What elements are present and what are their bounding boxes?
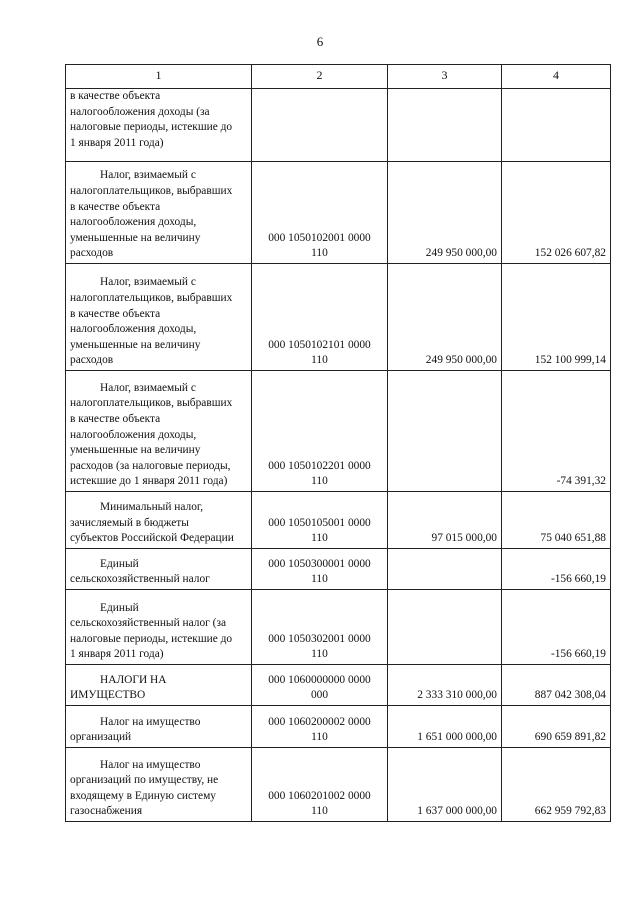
description-line-text: Единый <box>100 557 139 570</box>
code-line: 000 1050102101 0000 <box>268 338 371 351</box>
row-executed-amount: -74 391,32 <box>502 371 611 492</box>
row-approved-amount: 1 637 000 000,00 <box>388 748 502 822</box>
description-line: расходов <box>70 354 114 367</box>
row-description <box>66 549 252 590</box>
description-line: организаций <box>70 731 132 744</box>
description-line: расходов <box>70 247 114 260</box>
table-row <box>66 549 611 590</box>
code-line: 000 1050102001 0000 <box>268 231 371 244</box>
code-line: 110 <box>311 532 328 545</box>
column-header-4: 4 <box>502 65 611 89</box>
row-budget-code <box>252 706 388 748</box>
code-line: 000 1060200002 0000 <box>268 715 371 728</box>
row-description <box>66 89 252 162</box>
row-budget-code <box>252 264 388 371</box>
row-executed-amount: 887 042 308,04 <box>502 665 611 706</box>
description-line-text: Налог, взимаемый с <box>100 169 196 182</box>
description-line <box>70 758 247 774</box>
description-line: газоснабжения <box>70 805 143 818</box>
row-approved-amount: 249 950 000,00 <box>388 264 502 371</box>
description-line: уменьшенные на величину <box>70 444 201 457</box>
description-line: налоговые периоды, истекшие до <box>70 121 233 134</box>
row-approved-amount: 2 333 310 000,00 <box>388 665 502 706</box>
row-approved-amount: 249 950 000,00 <box>388 162 502 264</box>
row-budget-code <box>252 665 388 706</box>
row-description <box>66 492 252 549</box>
description-line: ИМУЩЕСТВО <box>70 689 146 702</box>
code-line: 000 1060201002 0000 <box>268 789 371 802</box>
description-line-text: НАЛОГИ НА <box>100 673 167 686</box>
description-line <box>70 673 247 689</box>
table-row <box>66 706 611 748</box>
row-description <box>66 590 252 665</box>
code-line: 000 1050105001 0000 <box>268 516 371 529</box>
description-line: субъектов Российской Федерации <box>70 532 234 545</box>
description-line: сельскохозяйственный налог <box>70 573 210 586</box>
row-executed-amount: 690 659 891,82 <box>502 706 611 748</box>
description-line: 1 января 2011 года) <box>70 136 164 149</box>
row-approved-amount <box>388 371 502 492</box>
description-line-text: Налог, взимаемый с <box>100 381 196 394</box>
description-line: входящему в Единую систему <box>70 789 216 802</box>
code-line: 000 1050102201 0000 <box>268 459 371 472</box>
description-line: уменьшенные на величину <box>70 231 201 244</box>
row-approved-amount: 1 651 000 000,00 <box>388 706 502 748</box>
row-description <box>66 264 252 371</box>
description-line-text: Налог на имущество <box>100 758 201 771</box>
description-line-text: Минимальный налог, <box>100 501 204 514</box>
table-row <box>66 264 611 371</box>
row-approved-amount <box>388 89 502 162</box>
row-approved-amount: 97 015 000,00 <box>388 492 502 549</box>
row-budget-code <box>252 590 388 665</box>
description-line <box>70 275 247 291</box>
code-line: 000 1060000000 0000 <box>268 673 371 686</box>
row-approved-amount <box>388 590 502 665</box>
row-budget-code <box>252 748 388 822</box>
description-line: налогоплательщиков, выбравших <box>70 397 233 410</box>
row-executed-amount: -156 660,19 <box>502 590 611 665</box>
code-line: 110 <box>311 247 328 260</box>
column-header-1: 1 <box>66 65 252 89</box>
description-line: истекшие до 1 января 2011 года) <box>70 475 228 488</box>
description-line <box>70 557 247 573</box>
row-budget-code <box>252 371 388 492</box>
table-row <box>66 162 611 264</box>
code-line: 110 <box>311 573 328 586</box>
description-line: организаций по имуществу, не <box>70 774 219 787</box>
description-line: в качестве объекта <box>70 413 161 426</box>
code-line: 110 <box>311 354 328 367</box>
row-executed-amount: -156 660,19 <box>502 549 611 590</box>
description-line: в качестве объекта <box>70 200 161 213</box>
row-budget-code <box>252 162 388 264</box>
column-header-3: 3 <box>388 65 502 89</box>
description-line: в качестве объекта <box>70 90 161 102</box>
table-header-row <box>66 65 611 89</box>
description-line: налогообложения доходы (за <box>70 105 210 118</box>
description-line-text: Единый <box>100 601 139 614</box>
column-header-2: 2 <box>252 65 388 89</box>
row-description <box>66 748 252 822</box>
description-line: сельскохозяйственный налог (за <box>70 617 227 630</box>
table-row <box>66 371 611 492</box>
row-budget-code <box>252 549 388 590</box>
description-line: налогообложения доходы, <box>70 216 197 229</box>
description-line: 1 января 2011 года) <box>70 648 164 661</box>
description-line <box>70 381 247 397</box>
row-executed-amount: 662 959 792,83 <box>502 748 611 822</box>
code-line: 000 1050300001 0000 <box>268 557 371 570</box>
description-line <box>70 601 247 617</box>
row-budget-code <box>252 492 388 549</box>
row-executed-amount: 152 100 999,14 <box>502 264 611 371</box>
table-row <box>66 590 611 665</box>
row-description <box>66 162 252 264</box>
code-line: 110 <box>311 475 328 488</box>
code-line: 110 <box>311 805 328 818</box>
code-line: 000 <box>310 689 329 702</box>
table-row <box>66 492 611 549</box>
description-line: зачисляемый в бюджеты <box>70 516 189 529</box>
page-number: 6 <box>316 34 324 49</box>
description-line: налоговые периоды, истекшие до <box>70 632 233 645</box>
description-line: налогообложения доходы, <box>70 428 197 441</box>
row-executed-amount: 152 026 607,82 <box>502 162 611 264</box>
code-line: 000 1050302001 0000 <box>268 632 371 645</box>
description-line-text: Налог, взимаемый с <box>100 276 196 289</box>
description-line: налогоплательщиков, выбравших <box>70 292 233 305</box>
description-line <box>70 715 247 731</box>
row-description <box>66 371 252 492</box>
table-row <box>66 665 611 706</box>
description-line <box>70 168 247 184</box>
table-row <box>66 748 611 822</box>
code-line: 110 <box>311 731 328 744</box>
row-executed-amount <box>502 89 611 162</box>
row-executed-amount: 75 040 651,88 <box>502 492 611 549</box>
description-line: уменьшенные на величину <box>70 338 201 351</box>
description-line: налогоплательщиков, выбравших <box>70 185 233 198</box>
table-row <box>66 89 611 162</box>
row-description <box>66 706 252 748</box>
description-line: в качестве объекта <box>70 307 161 320</box>
revenue-table <box>65 64 611 822</box>
description-line: налогообложения доходы, <box>70 323 197 336</box>
description-line <box>70 500 247 516</box>
row-description <box>66 665 252 706</box>
row-approved-amount <box>388 549 502 590</box>
row-budget-code <box>252 89 388 162</box>
description-line-text: Налог на имущество <box>100 715 201 728</box>
code-line: 110 <box>311 648 328 661</box>
description-line: расходов (за налоговые периоды, <box>70 459 231 472</box>
